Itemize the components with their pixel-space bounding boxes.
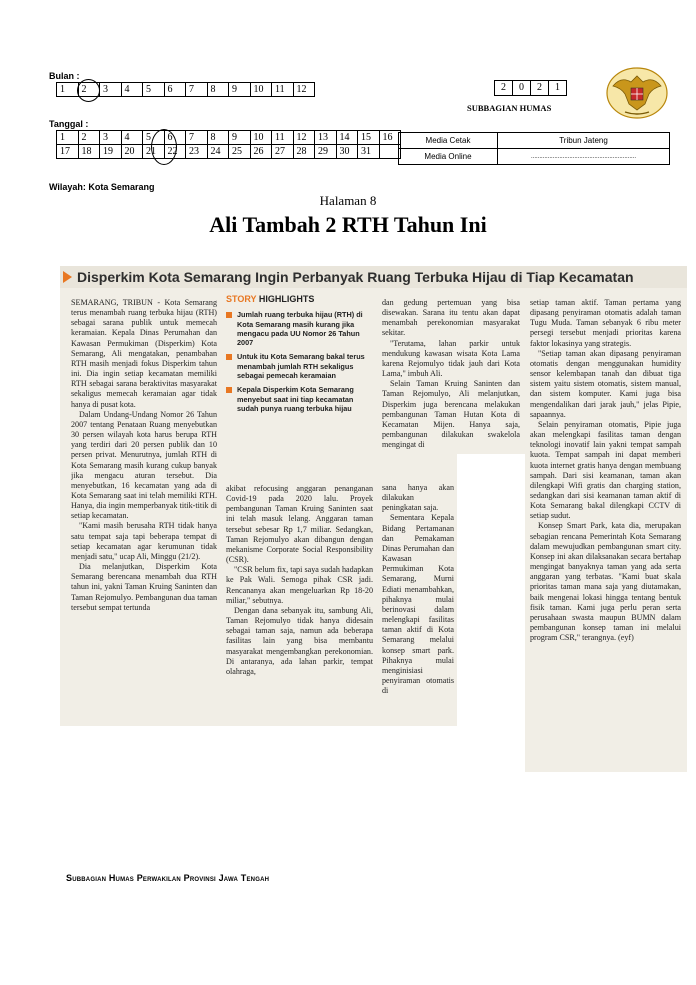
paragraph: Dengan dana sebanyak itu, sambung Ali, Taman Rejomulyo tidak hanya didesain sebagai taman saja, namun ada beberapa fasilitas lain yang bisa membantu masyarakat mengembangkan perekonomian. Di antaranya, ada lahan parkir, tempat olahraga, — [226, 605, 373, 676]
grid-cell: 21 — [143, 145, 165, 159]
grid-cell: 27 — [272, 145, 294, 159]
date-grid — [56, 130, 401, 159]
highlight-item: Kepala Disperkim Kota Semarang menyebut saat ini tiap kecamatan sudah punya ruang terbuka hijau — [226, 385, 373, 413]
grid-cell: 13 — [315, 131, 337, 145]
grid-cell: 1 — [57, 131, 79, 145]
arrow-icon — [63, 271, 72, 283]
highlight-item: Untuk itu Kota Semarang bakal terus menambah jumlah RTH sekaligus sebagai pemecah keramaian — [226, 352, 373, 380]
year-digit: 0 — [513, 81, 531, 95]
garuda-emblem-icon — [605, 66, 669, 120]
media-table — [398, 132, 670, 165]
tanggal-label: Tanggal : — [49, 119, 89, 129]
grid-cell: 31 — [358, 145, 380, 159]
grid-cell: 1 — [57, 83, 79, 97]
paragraph: Selain Taman Kruing Saninten dan Taman Rejomulyo, Ali melanjutkan, Disperkim juga berencana melakukan pembangunan Taman Hutan Kota di Kecamatan Mijen. Hanya saja, pembangunan dilakukan swakelola mengingat di — [382, 379, 520, 450]
grid-cell: 25 — [229, 145, 251, 159]
story-highlights-box — [226, 295, 373, 463]
media-cetak-value: Tribun Jateng — [498, 133, 670, 149]
grid-cell: 2 — [78, 131, 100, 145]
grid-cell: 15 — [358, 131, 380, 145]
grid-cell: 20 — [121, 145, 143, 159]
grid-cell: 7 — [186, 131, 208, 145]
paragraph: "Terutama, lahan parkir untuk mendukung kawasan wisata Kota Lama karena Rejomulyo tidak jauh dari Kota Lama," imbuh Ali. — [382, 338, 520, 379]
grid-cell: 2 — [78, 83, 100, 97]
article-column-3a — [382, 298, 520, 483]
year-digit: 2 — [495, 81, 513, 95]
grid-cell: 30 — [336, 145, 358, 159]
paragraph: SEMARANG, TRIBUN - Kota Semarang terus menambah ruang terbuka hijau (RTH) sebagai sarana publik untuk memecah keramaian. Kepala Dinas Perumahan dan Kawasan Permukiman (Disperkim) Kota Semarang, Ali mengatakan, penambahan RTH masih menjadi fokus Disperkim tahun ini. Dia ingin setiap kecamatan memiliki RTH sebagai sarana beraktivitas masyarakat sekaligus memecah keramaian agar tidak hanya di pusat kota. — [71, 298, 217, 409]
year-digit: 2 — [531, 81, 549, 95]
grid-cell: 8 — [207, 83, 229, 97]
paragraph: "Kami masih berusaha RTH tidak hanya satu tempat saja tapi beberapa tempat di setiap kecamatan agar kerumunan tidak menjadi satu," ucap Ali, Minggu (21/2). — [71, 521, 217, 561]
paragraph: Sementara Kepala Bidang Pertamanan dan Pemakaman Dinas Perumahan dan Kawasan Permukiman Kota Semarang, Murni Ediati menambahkan, pihaknya mulai berinovasi dalam melengkapi fasilitas taman aktif di Kota Semarang melalui konsep smart park. Pihaknya mulai menginisiasi penyiraman otomatis di — [382, 513, 454, 696]
grid-cell: 7 — [186, 83, 208, 97]
wilayah-label: Wilayah: Kota Semarang — [49, 182, 155, 192]
paragraph: Dia melanjutkan, Disperkim Kota Semarang berencana menambah dua RTH tahun ini, yakni Taman Kruing Saninten dan Taman Rejomulyo. Pembangunan dua taman tersebut sempat tertunda — [71, 562, 217, 612]
grid-cell: 11 — [272, 131, 294, 145]
grid-cell: 8 — [207, 131, 229, 145]
article-column-2 — [226, 484, 373, 718]
paragraph: akibat refocusing anggaran penanganan Covid-19 pada 2020 lalu. Proyek pembangunan Taman Kruing Saninten saat ini telah masuk lelang. Anggaran taman tersebut sebesar Rp 1,7 miliar. Sedangkan, Taman Rejomulyo akan dibangun dengan mekanisme Corporate Social Responsibility (CSR). — [226, 484, 373, 565]
grid-cell: 5 — [143, 83, 165, 97]
grid-cell: 16 — [379, 131, 401, 145]
paragraph: Selain penyiraman otomatis, Pipie juga akan melengkapi fasilitas taman dengan teknologi inovatif lain yakni tempat sampah kuota. Tempat sampah ini dapat memberi kuota internet gratis hanya dengan membuang sampah. Dari sisi keamanan, taman akan dilengkapi Wifi gratis dan charging station, sedangkan dari sisi keamanan taman aktif di Kota Semarang bakal dilengkapi CCTV di setiap sudut. — [530, 419, 681, 521]
paragraph: "Setiap taman akan dipasang penyiraman otomatis dengan menggunakan humidity sensor kelembapan tanah dan dibuat tiga sistem yaitu sistem otomatis, sistem manual, dan sistem komputer. Kami juga bisa mengendalikan dari jarak jauh," jelas Pipie, sapaannya. — [530, 348, 681, 419]
paragraph: Konsep Smart Park, kata dia, merupakan sebagian rencana Pemerintah Kota Semarang dalam mewujudkan pembangunan smart city. Konsep ini akan dilaksanakan secara bertahap mengingat banyaknya taman yang ada serta anggaran yang terbatas. "Kami buat skala prioritas taman mana saja yang diutamakan, baik mengenai lokasi hingga tentang bentuk fisik taman. Kami juga perlu peran serta perusahaan swasta maupun BUMN dalam pembangunan konsep taman ini melalui program CSR," terangnya. (eyf) — [530, 521, 681, 643]
paragraph: dan gedung pertemuan yang bisa disewakan. Sarana itu tentu akan dapat menambah perekonomian masyarakat sekitar. — [382, 298, 520, 338]
media-cetak-label: Media Cetak — [399, 133, 498, 149]
grid-cell: 5 — [143, 131, 165, 145]
grid-cell: 17 — [57, 145, 79, 159]
grid-cell: 14 — [336, 131, 358, 145]
year-digit: 1 — [555, 82, 560, 93]
clipping-headline — [60, 266, 687, 288]
grid-cell: 9 — [229, 131, 251, 145]
grid-cell: 22 — [164, 145, 186, 159]
grid-cell: 3 — [100, 83, 122, 97]
org-label: SUBBAGIAN HUMAS — [467, 103, 552, 113]
bulan-label: Bulan : — [49, 71, 80, 81]
story-highlights-title: STORY HIGHLIGHTS — [226, 294, 315, 304]
grid-cell: 9 — [229, 83, 251, 97]
grid-cell: 12 — [293, 131, 315, 145]
clipping-headline-text: Disperkim Kota Semarang Ingin Perbanyak Ruang Terbuka Hijau di Tiap Kecamatan — [77, 269, 634, 285]
grid-cell: 4 — [121, 83, 143, 97]
grid-cell: 26 — [250, 145, 272, 159]
article-title: Ali Tambah 2 RTH Tahun Ini — [209, 212, 487, 237]
grid-cell: 6 — [164, 131, 186, 145]
grid-cell: 3 — [100, 131, 122, 145]
media-online-value: ............................................................... — [498, 149, 670, 165]
article-column-1 — [71, 298, 217, 718]
selected-month-circle — [77, 79, 100, 102]
grid-cell: 24 — [207, 145, 229, 159]
grid-cell: 10 — [250, 131, 272, 145]
article-column-4 — [530, 298, 681, 768]
grid-cell: 28 — [293, 145, 315, 159]
grid-cell: 10 — [250, 83, 272, 97]
paragraph: sana hanya akan dilakukan peningkatan saja. — [382, 483, 454, 513]
halaman-label: Halaman 8 — [319, 193, 377, 208]
footer-label: Subbagian Humas Perwakilan Provinsi Jawa Tengah — [66, 873, 270, 883]
year-box — [494, 80, 567, 96]
highlight-item: Jumlah ruang terbuka hijau (RTH) di Kota Semarang masih kurang jika mengacu pada UU Nomor 26 Tahun 2007 — [226, 310, 373, 347]
grid-cell: 11 — [272, 83, 294, 97]
paragraph: Dalam Undang-Undang Nomor 26 Tahun 2007 tentang Penataan Ruang menyebutkan 30 persen wilayah kota harus berupa RTH yang terdiri dari 20 persen publik dan 10 persen privat. Menurutnya, jumlah RTH di Kota Semarang masih kurang cukup banyak jika mengacu aturan tersebut. Dia menyebutkan, 16 kecamatan yang ada di Kota Semarang saat ini telah memiliki RTH. Hanya, dia ingin memperbanyak titik-titik di setiap kecamatan. — [71, 409, 217, 521]
grid-cell: 19 — [100, 145, 122, 159]
grid-cell: 23 — [186, 145, 208, 159]
selected-date-circle — [151, 129, 177, 165]
grid-cell: 6 — [164, 83, 186, 97]
article-column-3b — [382, 483, 454, 718]
grid-cell: 18 — [78, 145, 100, 159]
grid-cell: 4 — [121, 131, 143, 145]
grid-cell: 29 — [315, 145, 337, 159]
grid-cell: 12 — [293, 83, 315, 97]
paragraph: setiap taman aktif. Taman pertama yang dipasang penyiraman otomatis adalah taman Tugu Muda. Taman sebanyak 6 ribu meter persegi tersebut menjadi prioritas karena faktor lokasinya yang strategis. — [530, 298, 681, 348]
media-online-label: Media Online — [399, 149, 498, 165]
paragraph: "CSR belum fix, tapi saya sudah hadapkan ke Pak Wali. Semoga pihak CSR jadi. Rencananya akan mengeluarkan Rp 18-20 miliar," sebutnya. — [226, 565, 373, 605]
